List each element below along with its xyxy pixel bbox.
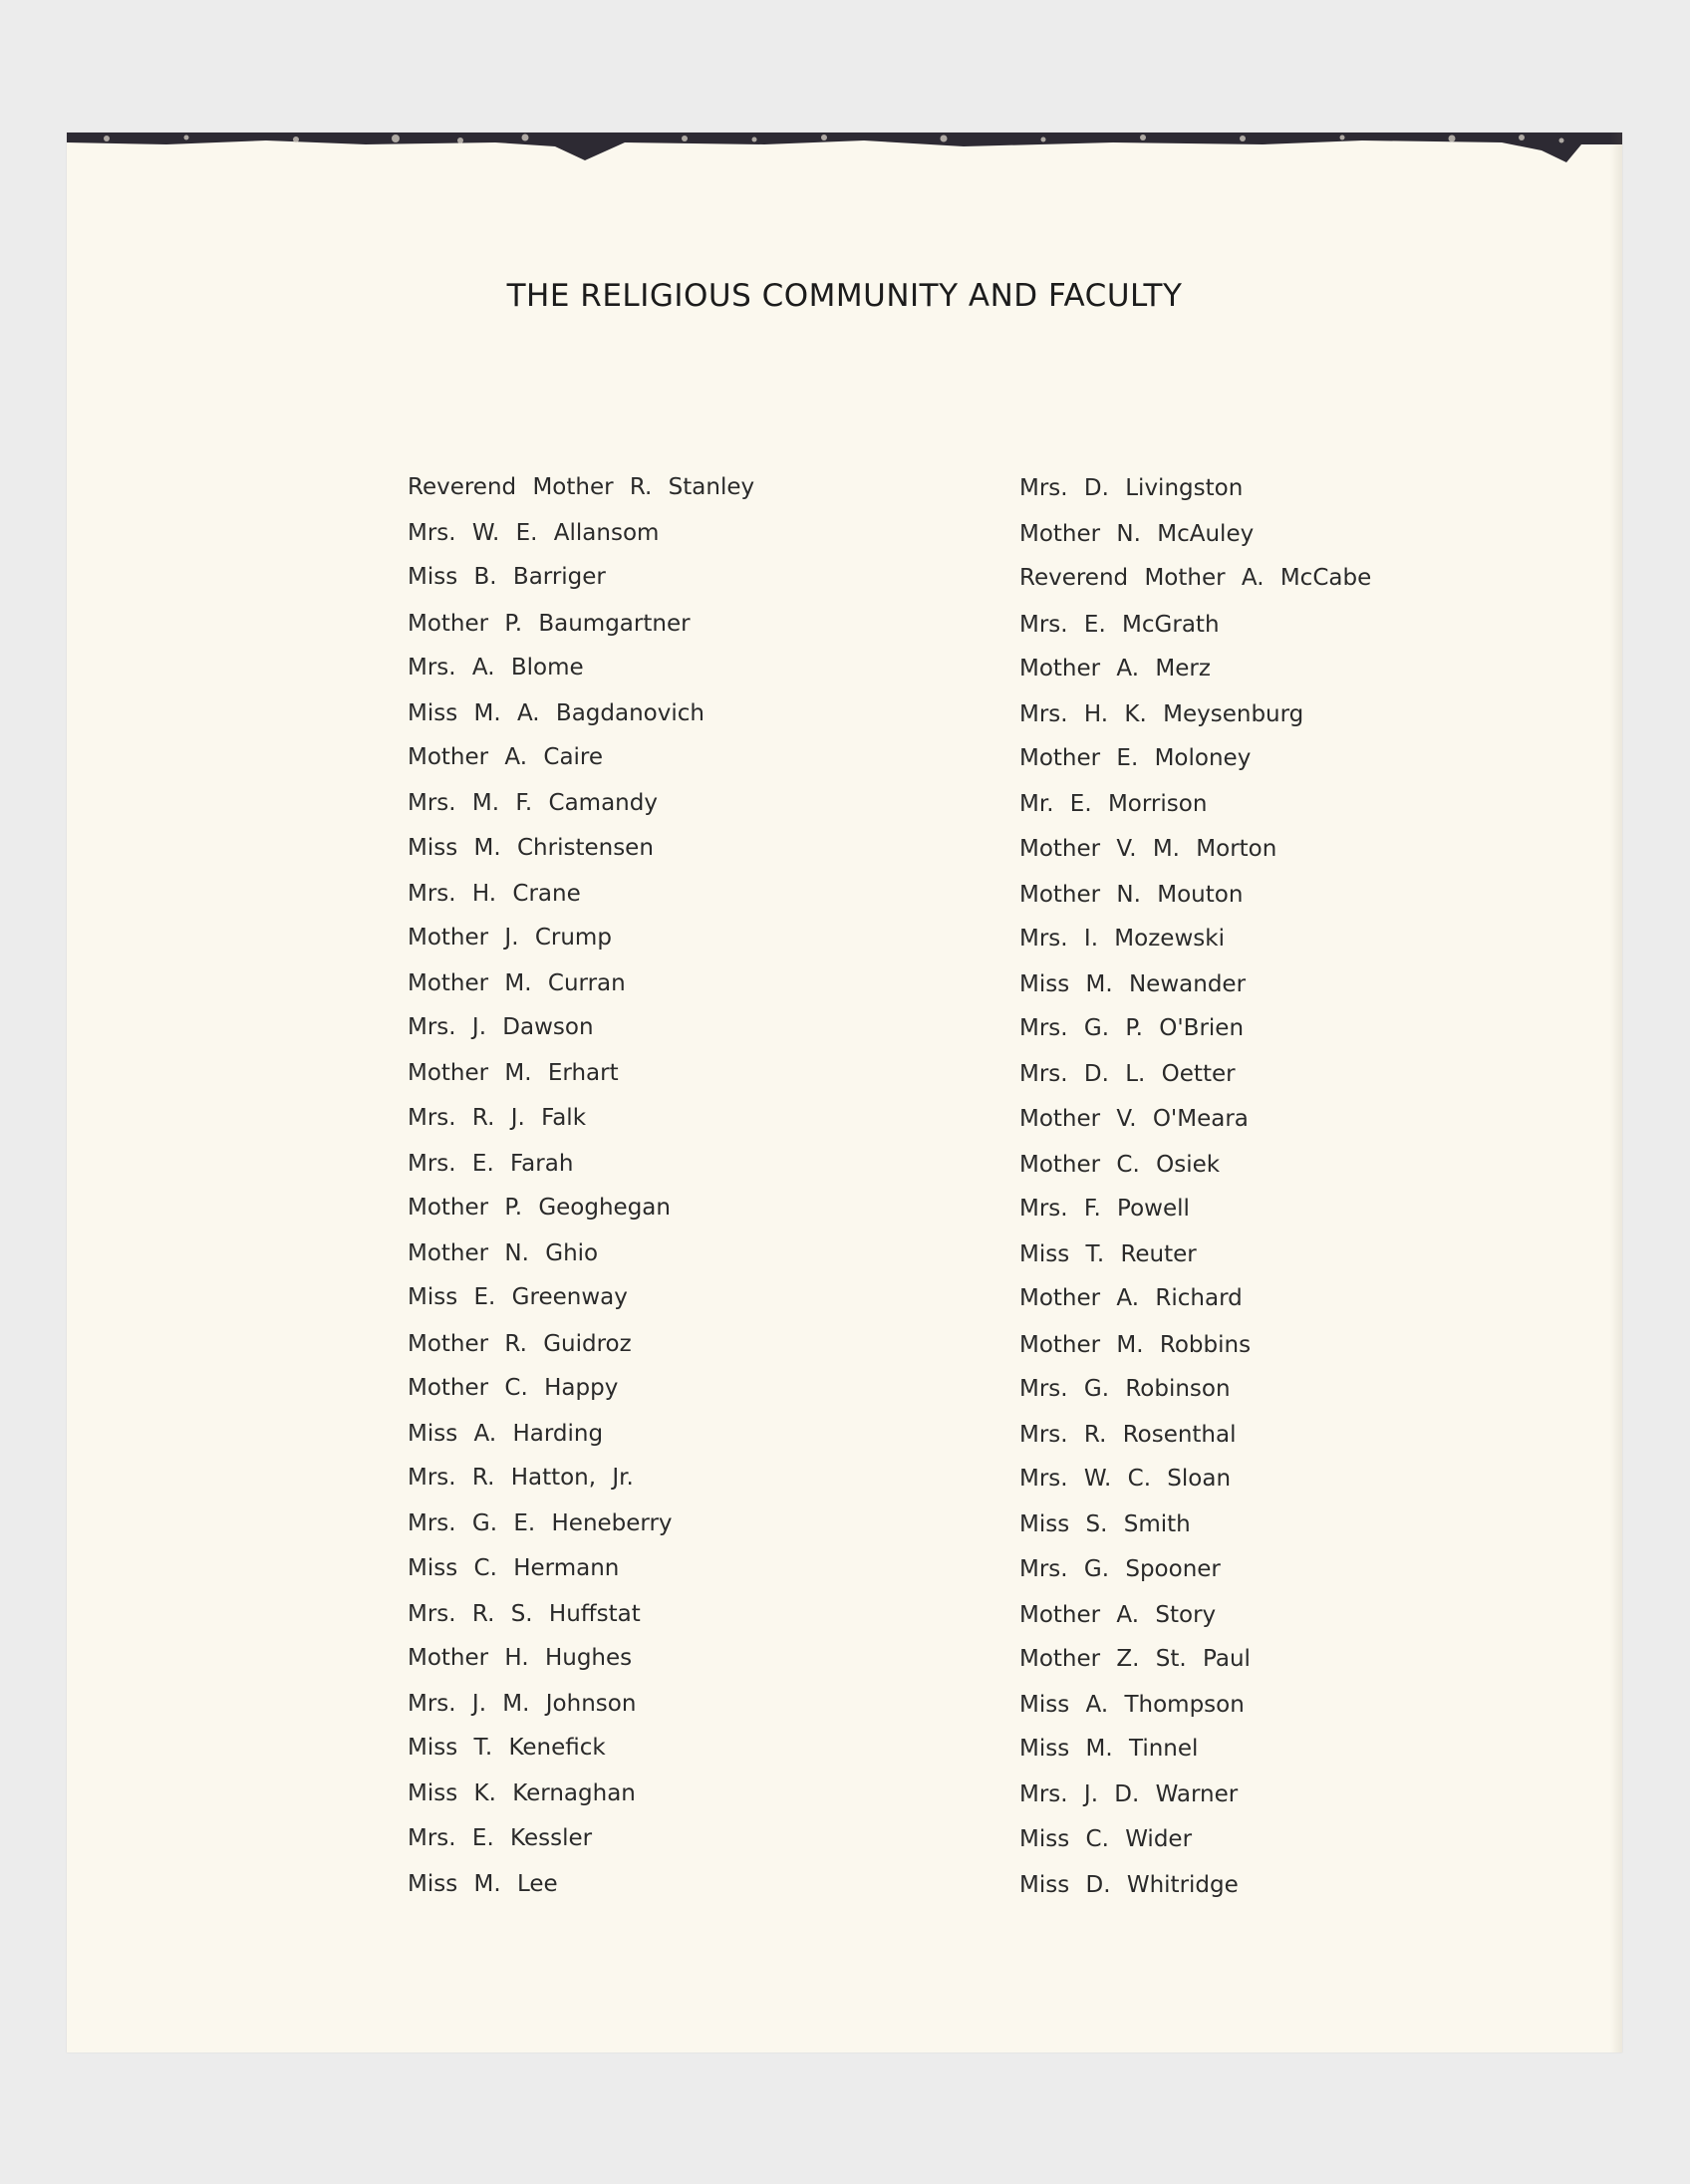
faculty-name: Mrs. R. S. Huffstat bbox=[408, 1600, 641, 1627]
faculty-name: Mrs. M. F. Camandy bbox=[408, 790, 658, 817]
faculty-name: Miss C. Hermann bbox=[408, 1554, 620, 1581]
faculty-name: Mother P. Baumgartner bbox=[408, 610, 691, 637]
faculty-name: Mrs. G. Robinson bbox=[1019, 1375, 1231, 1402]
faculty-name: Mrs. G. P. O'Brien bbox=[1019, 1015, 1245, 1042]
faculty-name: Mother A. Richard bbox=[1019, 1285, 1243, 1312]
faculty-name: Mrs. A. Blome bbox=[408, 654, 584, 681]
faculty-name: Mother N. Mouton bbox=[1019, 881, 1244, 908]
faculty-name: Miss T. Reuter bbox=[1019, 1241, 1197, 1268]
faculty-name: Miss M. Tinnel bbox=[1019, 1736, 1199, 1763]
faculty-name: Miss E. Greenway bbox=[408, 1284, 628, 1311]
faculty-name: Mother R. Guidroz bbox=[408, 1330, 632, 1357]
faculty-name: Mother A. Caire bbox=[408, 744, 604, 771]
faculty-name: Mother V. O'Meara bbox=[1019, 1105, 1249, 1132]
torn-binding-edge bbox=[67, 133, 1622, 166]
faculty-name: Mother M. Curran bbox=[408, 970, 626, 997]
faculty-name: Mrs. J. M. Johnson bbox=[408, 1691, 637, 1718]
faculty-name: Mother C. Osiek bbox=[1019, 1151, 1221, 1178]
faculty-name: Mrs. D. L. Oetter bbox=[1019, 1061, 1236, 1088]
faculty-name: Mother M. Erhart bbox=[408, 1060, 619, 1087]
document-page bbox=[67, 133, 1622, 2052]
faculty-name: Mother J. Crump bbox=[408, 924, 612, 951]
faculty-name: Miss M. Lee bbox=[408, 1870, 558, 1897]
faculty-name: Mrs. R. Rosenthal bbox=[1019, 1421, 1237, 1448]
faculty-name: Mrs. E. Kessler bbox=[408, 1824, 593, 1851]
faculty-name: Mrs. G. Spooner bbox=[1019, 1555, 1221, 1582]
faculty-name: Miss K. Kernaghan bbox=[408, 1780, 636, 1807]
faculty-name: Mrs. J. D. Warner bbox=[1019, 1781, 1239, 1808]
faculty-name: Mother Z. St. Paul bbox=[1019, 1645, 1251, 1672]
faculty-list-left bbox=[408, 466, 754, 1907]
faculty-name: Mrs. E. McGrath bbox=[1019, 611, 1220, 638]
faculty-name: Miss S. Smith bbox=[1019, 1511, 1191, 1538]
page-title: THE RELIGIOUS COMMUNITY AND FACULTY bbox=[506, 278, 1183, 314]
faculty-name: Mother E. Moloney bbox=[1019, 745, 1252, 772]
faculty-name: Miss T. Kenefick bbox=[408, 1735, 606, 1762]
faculty-name: Reverend Mother R. Stanley bbox=[408, 474, 755, 500]
faculty-name: Mother P. Geoghegan bbox=[408, 1195, 671, 1221]
faculty-name: Mrs. I. Mozewski bbox=[1019, 925, 1225, 952]
faculty-name: Mother A. Merz bbox=[1019, 655, 1211, 682]
faculty-name: Mother H. Hughes bbox=[408, 1644, 633, 1671]
faculty-name: Mrs. W. E. Allansom bbox=[408, 520, 660, 547]
faculty-name: Mrs. J. Dawson bbox=[408, 1014, 594, 1041]
faculty-name: Miss B. Barriger bbox=[408, 564, 606, 591]
faculty-name: Mrs. D. Livingston bbox=[1019, 475, 1244, 501]
faculty-name: Mother N. McAuley bbox=[1019, 521, 1255, 548]
faculty-name: Mother M. Robbins bbox=[1019, 1331, 1252, 1358]
faculty-name: Mrs. H. Crane bbox=[408, 880, 581, 907]
faculty-name: Mrs. R. J. Falk bbox=[408, 1104, 587, 1131]
faculty-name: Mrs. W. C. Sloan bbox=[1019, 1466, 1232, 1493]
faculty-name: Mrs. R. Hatton, Jr. bbox=[408, 1465, 634, 1492]
faculty-name: Mr. E. Morrison bbox=[1019, 791, 1208, 818]
faculty-name: Mrs. E. Farah bbox=[408, 1150, 574, 1177]
faculty-name: Mother V. M. Morton bbox=[1019, 835, 1277, 862]
faculty-name: Miss A. Thompson bbox=[1019, 1692, 1245, 1719]
faculty-name: Miss D. Whitridge bbox=[1019, 1871, 1239, 1898]
faculty-name: Mrs. F. Powell bbox=[1019, 1196, 1190, 1222]
faculty-name: Miss M. Newander bbox=[1019, 971, 1247, 998]
faculty-name: Miss M. A. Bagdanovich bbox=[408, 699, 704, 726]
faculty-list-right bbox=[1019, 466, 1371, 1907]
faculty-name: Miss A. Harding bbox=[408, 1420, 604, 1447]
faculty-name: Mother N. Ghio bbox=[408, 1240, 599, 1267]
faculty-name: Miss M. Christensen bbox=[408, 834, 654, 861]
faculty-name: Mrs. G. E. Heneberry bbox=[408, 1510, 673, 1537]
faculty-name: Mrs. H. K. Meysenburg bbox=[1019, 700, 1304, 727]
faculty-name: Mother C. Happy bbox=[408, 1374, 619, 1401]
faculty-name: Mother A. Story bbox=[1019, 1601, 1217, 1628]
faculty-name: Reverend Mother A. McCabe bbox=[1019, 565, 1372, 592]
faculty-name: Miss C. Wider bbox=[1019, 1825, 1193, 1852]
page-edge-shadow bbox=[1610, 133, 1622, 2052]
